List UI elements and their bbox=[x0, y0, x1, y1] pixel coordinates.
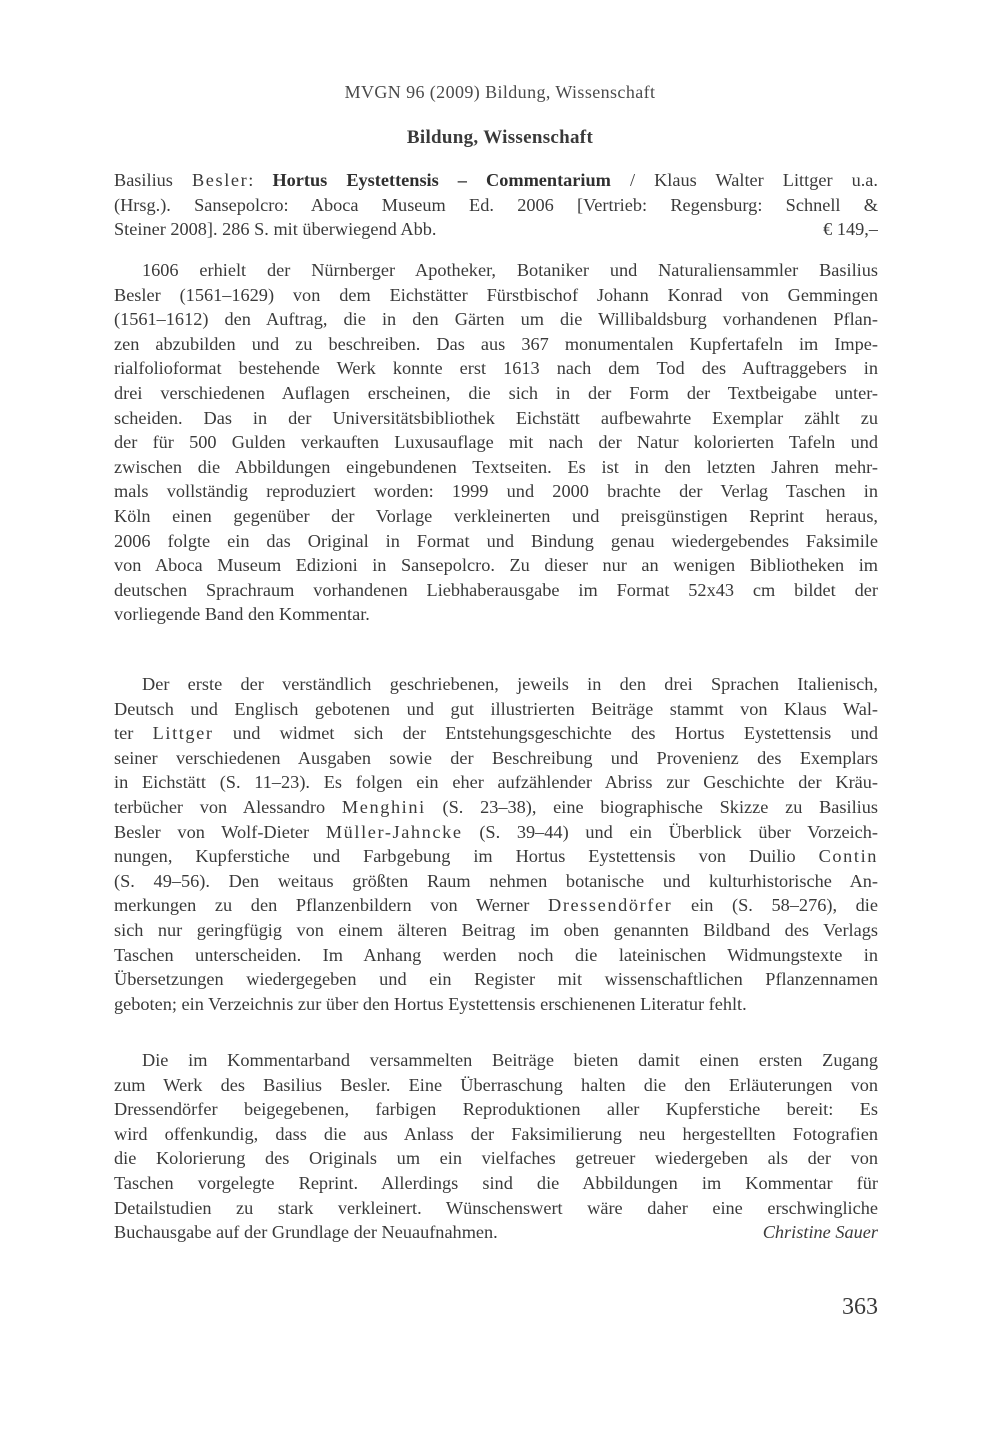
paragraph-line bbox=[114, 795, 878, 820]
paragraph-line: Übersetzungen wiedergegeben und ein Register mit wissenschaftlichen Pflanzennamen bbox=[114, 969, 878, 990]
review-paragraph bbox=[114, 672, 878, 1016]
paragraph-text: terbücher von Alessandro bbox=[114, 796, 342, 817]
contributor-name: Littger bbox=[152, 723, 214, 744]
paragraph-line: Besler (1561–1629) von dem Eichstätter Fürstbischof Johann Konrad von Gemmingen bbox=[114, 284, 878, 305]
paragraph-line: rialfolioformat bestehende Werk konnte erst 1613 nach dem Tod des Auftraggebers in bbox=[114, 358, 878, 379]
price: € 149,– bbox=[823, 219, 878, 240]
paragraph-line: geboten; ein Verzeichnis zur über den Hortus Eystettensis erschienenen Literatur fehlt. bbox=[114, 993, 747, 1014]
paragraph-line: zen abzubilden und zu beschreiben. Das aus 367 monumentalen Kupfertafeln im Impe- bbox=[114, 333, 878, 354]
paragraph-line: Köln einen gegenüber der Vorlage verkleinerten und preisgünstigen Reprint heraus, bbox=[114, 505, 878, 526]
paragraph-text: Buchausgabe auf der Grundlage der Neuaufnahmen. bbox=[114, 1222, 498, 1243]
paragraph-line bbox=[114, 844, 878, 869]
paragraph-line: Deutsch und Englisch gebotenen und gut illustrierten Beiträge stammt von Klaus Wal- bbox=[114, 698, 878, 719]
paragraph-line: wird offenkundig, dass die aus Anlass der Faksimilierung neu hergestellten Fotografien bbox=[114, 1123, 878, 1144]
paragraph-line: seiner verschiedenen Ausgaben sowie der Beschreibung und Provenienz des Exemplars bbox=[114, 747, 878, 768]
page-number: 363 bbox=[842, 1294, 878, 1320]
paragraph-line: deutschen Sprachraum vorhandenen Liebhaberausgabe im Format 52x43 cm bildet der bbox=[114, 579, 878, 600]
paragraph-line: zwischen die Abbildungen eingebundenen Textseiten. Es ist in den letzten Jahren mehr- bbox=[114, 456, 878, 477]
contributor-name: Menghini bbox=[341, 796, 426, 817]
citation-text: / Klaus Walter Littger u.a. bbox=[610, 170, 878, 190]
citation-text: Steiner 2008]. 286 S. mit überwiegend Abb. bbox=[114, 219, 437, 240]
paragraph-line: scheiden. Das in der Universitätsbibliothek Eichstätt aufbewahrte Exemplar zählt zu bbox=[114, 407, 878, 428]
paragraph-text: nungen, Kupferstiche und Farbgebung im Hortus Eystettensis von Duilio bbox=[114, 846, 819, 867]
paragraph-line: Die im Kommentarband versammelten Beiträge bieten damit einen ersten Zugang bbox=[142, 1050, 878, 1070]
paragraph-line: Der erste der verständlich geschriebenen, jeweils in den drei Sprachen Italienisch, bbox=[142, 674, 878, 694]
paragraph-line: sich nur geringfügig von einem älteren Beitrag im oben genannten Bildband des Verlags bbox=[114, 919, 878, 940]
paragraph-text: Besler von Wolf-Dieter bbox=[114, 821, 326, 842]
paragraph-text: (S. 23–38), eine biographische Skizze zu Basilius bbox=[425, 796, 878, 817]
running-head: MVGN 96 (2009) Bildung, Wissenschaft bbox=[344, 82, 656, 102]
contributor-name: Müller-Jahncke bbox=[325, 821, 463, 842]
paragraph-line: Dressendörfer beigegebenen, farbigen Reproduktionen aller Kupferstiche bereit: Es bbox=[114, 1099, 878, 1120]
paragraph-line bbox=[114, 721, 878, 746]
paragraph-text: ein (S. 58–276), die bbox=[672, 895, 878, 916]
paragraph-line: von Aboca Museum Edizioni in Sansepolcro. Zu dieser nur an wenigen Bibliotheken im bbox=[114, 555, 878, 576]
paragraph-line: Taschen vorgelegte Reprint. Allerdings sind die Abbildungen im Kommentar für bbox=[114, 1172, 878, 1193]
book-title: Hortus Eystettensis – Commentarium bbox=[272, 170, 611, 190]
citation-text: Basilius bbox=[114, 170, 192, 190]
paragraph-line: Detailstudien zu stark verkleinert. Wünschenswert wäre daher eine erschwingliche bbox=[114, 1197, 878, 1218]
author-name: Besler bbox=[191, 170, 249, 190]
paragraph-line: (S. 49–56). Den weitaus größten Raum nehmen botanische und kulturhistorische An- bbox=[114, 870, 878, 891]
citation-line bbox=[114, 168, 878, 193]
citation-block bbox=[114, 168, 878, 242]
paragraph-line: (1561–1612) den Auftrag, die in den Gärten um die Willibaldsburg vorhandenen Pflan- bbox=[114, 309, 878, 330]
paragraph-line: die Kolorierung des Originals um ein vielfaches getreuer wiedergeben als der von bbox=[114, 1148, 878, 1169]
paragraph-line: der für 500 Gulden verkauften Luxusauflage mit nach der Natur kolorierten Tafeln und bbox=[114, 432, 878, 453]
citation-text: : bbox=[248, 170, 273, 190]
review-paragraph bbox=[114, 258, 878, 627]
paragraph-line bbox=[114, 1220, 878, 1245]
contributor-name: Contin bbox=[818, 846, 878, 867]
paragraph-line: zum Werk des Basilius Besler. Eine Überraschung halten die den Erläuterungen von bbox=[114, 1074, 878, 1095]
paragraph-line: drei verschiedenen Auflagen erscheinen, die sich in der Form der Textbeigabe unter- bbox=[114, 382, 878, 403]
paragraph-line bbox=[114, 820, 878, 845]
review-author: Christine Sauer bbox=[762, 1222, 878, 1243]
paragraph-text: (S. 39–44) und ein Überblick über Vorzeich- bbox=[462, 821, 878, 842]
paragraph-text: und widmet sich der Entstehungsgeschichte des Hortus Eystettensis und bbox=[213, 723, 878, 744]
paragraph-line: 2006 folgte ein das Original in Format und Bindung genau wiedergebendes Faksimile bbox=[114, 530, 878, 551]
citation-line bbox=[114, 217, 878, 242]
citation-line: (Hrsg.). Sansepolcro: Aboca Museum Ed. 2006 [Vertrieb: Regensburg: Schnell & bbox=[114, 194, 878, 215]
paragraph-line: in Eichstätt (S. 11–23). Es folgen ein eher aufzählender Abriss zur Geschichte der Kräu- bbox=[114, 772, 878, 793]
contributor-name: Dressendörfer bbox=[548, 895, 673, 916]
section-heading: Bildung, Wissenschaft bbox=[406, 127, 594, 148]
paragraph-line bbox=[114, 893, 878, 918]
paragraph-text: ter bbox=[114, 723, 153, 744]
paragraph-line: Taschen unterscheiden. Im Anhang werden noch die lateinischen Widmungstexte in bbox=[114, 944, 878, 965]
paragraph-text: merkungen zu den Pflanzenbildern von Werner bbox=[114, 895, 549, 916]
paragraph-line: 1606 erhielt der Nürnberger Apotheker, Botaniker und Naturaliensammler Basilius bbox=[142, 260, 878, 280]
review-paragraph bbox=[114, 1048, 878, 1245]
paragraph-line: mals vollständig reproduziert worden: 1999 und 2000 brachte der Verlag Taschen in bbox=[114, 481, 878, 502]
paragraph-line: vorliegende Band den Kommentar. bbox=[114, 604, 370, 625]
